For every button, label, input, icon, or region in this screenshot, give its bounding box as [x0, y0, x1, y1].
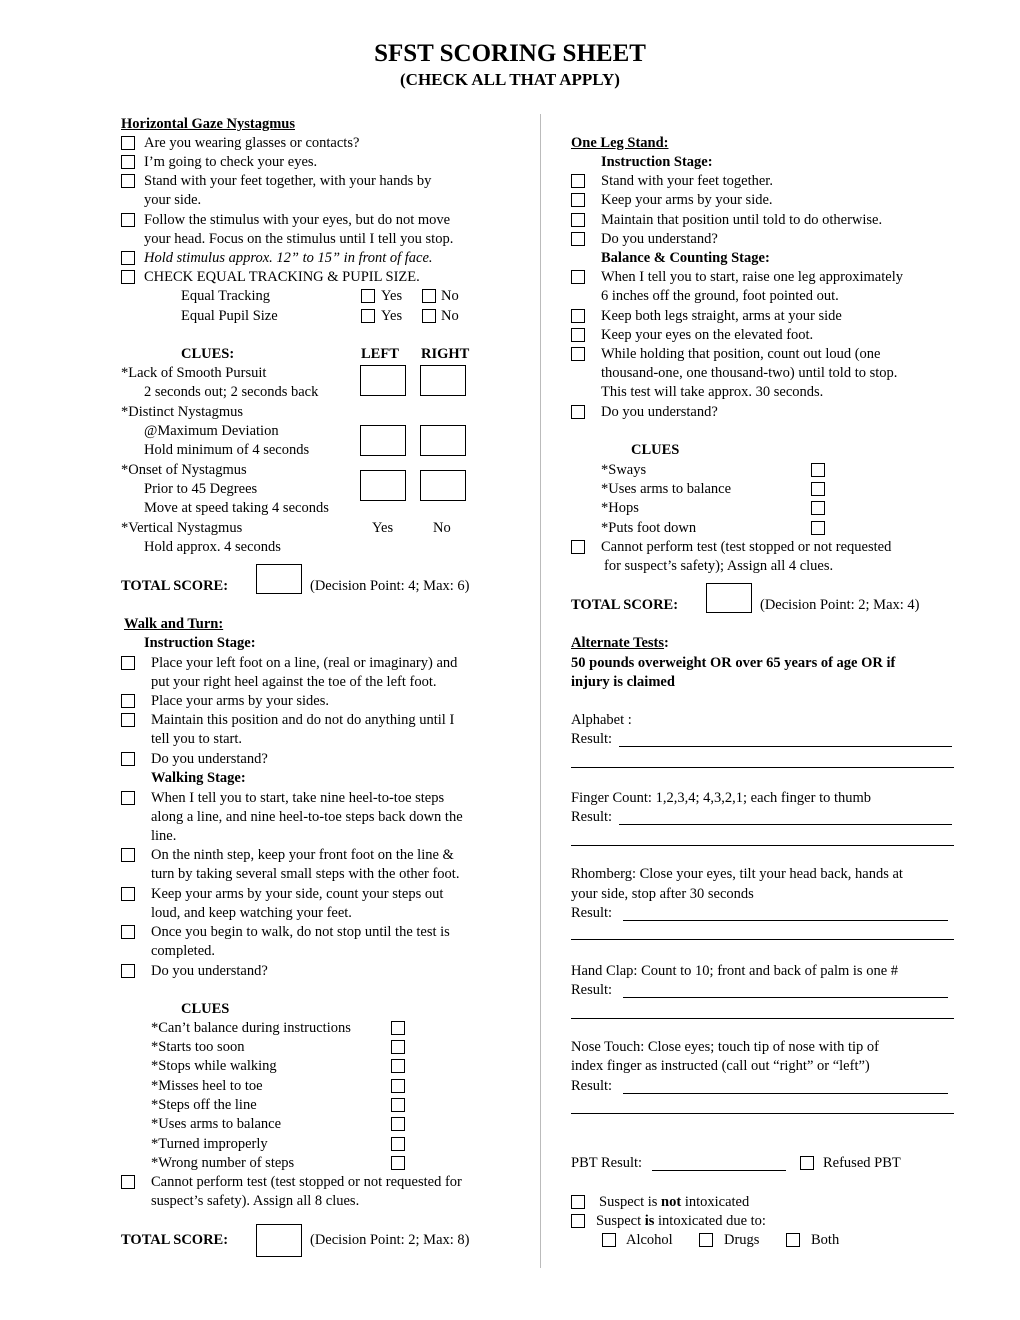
refused-pbt-label: Refused PBT — [823, 1155, 901, 1171]
not-intoxicated-post: intoxicated — [681, 1194, 750, 1210]
not-intoxicated-label — [599, 1194, 749, 1210]
ols-count-label: While holding that position, count out loud (one — [601, 346, 881, 362]
hgn-total-label: TOTAL SCORE: — [121, 578, 229, 594]
ols-clue-checkbox[interactable] — [811, 463, 825, 477]
ols-raise-leg-checkbox[interactable] — [571, 270, 585, 284]
wat-nine-steps-checkbox[interactable] — [121, 791, 135, 805]
wat-nine-steps-label: When I tell you to start, take nine heel-to-toe steps — [151, 790, 445, 806]
wat-arms-checkbox[interactable] — [121, 694, 135, 708]
wat-clue-label: *Steps off the line — [151, 1097, 257, 1113]
distinct-nystagmus-left-box[interactable] — [360, 425, 406, 456]
alphabet-result-line-2[interactable] — [571, 767, 954, 768]
vertical-yes-label: Yes — [372, 520, 394, 536]
equal-pupil-yes-label: Yes — [381, 308, 403, 324]
page-subtitle: (CHECK ALL THAT APPLY) — [400, 70, 620, 89]
page-title: SFST SCORING SHEET — [374, 40, 646, 67]
is-intoxicated-label — [596, 1213, 766, 1229]
ols-arms-checkbox[interactable] — [571, 193, 585, 207]
clue-smooth-pursuit-detail: 2 seconds out; 2 seconds back — [144, 384, 319, 400]
both-checkbox[interactable] — [786, 1233, 800, 1247]
clue-onset-speed: Move at speed taking 4 seconds — [144, 500, 329, 516]
hgn-stand-label-cont: your side. — [144, 192, 202, 208]
onset-left-box[interactable] — [360, 470, 406, 501]
wat-place-foot-checkbox[interactable] — [121, 656, 135, 670]
not-intoxicated-emphasis: not — [661, 1194, 682, 1210]
wat-understand-1-label: Do you understand? — [151, 751, 268, 767]
nose-touch-result-line-2[interactable] — [571, 1113, 954, 1114]
ols-count-checkbox[interactable] — [571, 347, 585, 361]
hgn-glasses-label: Are you wearing glasses or contacts? — [144, 135, 360, 151]
wat-clue-checkbox[interactable] — [391, 1137, 405, 1151]
ols-feet-together-label: Stand with your feet together. — [601, 173, 773, 189]
ols-balance-heading: Balance & Counting Stage: — [601, 250, 770, 266]
finger-count-label: Finger Count: 1,2,3,4; 4,3,2,1; each finger to thumb — [571, 790, 872, 806]
wat-decision-text: (Decision Point: 2; Max: 8) — [310, 1232, 470, 1248]
equal-pupil-yes-checkbox[interactable] — [361, 309, 375, 323]
alt-heading-text: Alternate Tests — [571, 635, 665, 651]
wat-clue-label: *Can’t balance during instructions — [151, 1020, 351, 1036]
wat-do-not-stop-checkbox[interactable] — [121, 925, 135, 939]
wat-count-steps-label: Keep your arms by your side, count your steps out — [151, 886, 444, 902]
smooth-pursuit-right-box[interactable] — [420, 365, 466, 396]
ols-legs-straight-label: Keep both legs straight, arms at your side — [601, 308, 842, 324]
ols-feet-together-checkbox[interactable] — [571, 174, 585, 188]
hgn-hold-stimulus-label: Hold stimulus approx. 12” to 15” in front of face. — [144, 250, 433, 266]
ols-understand-1-label: Do you understand? — [601, 231, 718, 247]
alt-note-cont: injury is claimed — [571, 674, 675, 690]
ols-clue-label: *Uses arms to balance — [601, 481, 732, 497]
ols-count-label-end: This test will take approx. 30 seconds. — [601, 384, 824, 400]
hgn-check-eyes-checkbox[interactable] — [121, 155, 135, 169]
drugs-checkbox[interactable] — [699, 1233, 713, 1247]
ols-clue-checkbox[interactable] — [811, 521, 825, 535]
hgn-decision-text: (Decision Point: 4; Max: 6) — [310, 578, 470, 594]
equal-tracking-no-label: No — [441, 288, 459, 304]
rhomberg-result-line[interactable] — [623, 920, 948, 921]
wat-clue-checkbox[interactable] — [391, 1117, 405, 1131]
nose-touch-result-line[interactable] — [623, 1093, 948, 1094]
wat-understand-2-checkbox[interactable] — [121, 964, 135, 978]
wat-walking-heading: Walking Stage: — [151, 770, 246, 786]
wat-total-box[interactable] — [256, 1224, 302, 1257]
nose-touch-label: Nose Touch: Close eyes; touch tip of nose with tip of — [571, 1039, 880, 1055]
ols-count-label-cont: thousand-one, one thousand-two) until told to stop. — [601, 365, 898, 381]
finger-count-result-label: Result: — [571, 809, 613, 825]
ols-maintain-label: Maintain that position until told to do otherwise. — [601, 212, 883, 228]
hand-clap-result-label: Result: — [571, 982, 613, 998]
ols-eyes-label: Keep your eyes on the elevated foot. — [601, 327, 814, 343]
hgn-stand-label: Stand with your feet together, with your hands by — [144, 173, 432, 189]
clue-onset-label: *Onset of Nystagmus — [121, 462, 247, 478]
ols-raise-leg-label-cont: 6 inches off the ground, foot pointed out. — [601, 288, 839, 304]
wat-clue-checkbox[interactable] — [391, 1156, 405, 1170]
pbt-result-line[interactable] — [652, 1170, 786, 1171]
is-intoxicated-post: intoxicated due to: — [654, 1213, 766, 1229]
alcohol-label: Alcohol — [626, 1232, 673, 1248]
wat-clue-checkbox[interactable] — [391, 1040, 405, 1054]
clue-vertical-detail: Hold approx. 4 seconds — [144, 539, 281, 555]
hgn-total-box[interactable] — [256, 564, 302, 594]
wat-nine-steps-label-cont: along a line, and nine heel-to-toe steps back down the — [151, 809, 463, 825]
refused-pbt-checkbox[interactable] — [800, 1156, 814, 1170]
wat-understand-1-checkbox[interactable] — [121, 752, 135, 766]
wat-clue-checkbox[interactable] — [391, 1079, 405, 1093]
clue-distinct-nystagmus-label: *Distinct Nystagmus — [121, 404, 244, 420]
hgn-right-heading: RIGHT — [421, 346, 470, 362]
ols-clue-checkbox[interactable] — [811, 501, 825, 515]
hgn-follow-label: Follow the stimulus with your eyes, but do not move — [144, 212, 451, 228]
wat-clue-checkbox[interactable] — [391, 1098, 405, 1112]
hgn-left-heading: LEFT — [361, 346, 399, 362]
wat-place-foot-label-cont: put your right heel against the toe of the left foot. — [151, 674, 437, 690]
wat-clue-label: *Stops while walking — [151, 1058, 277, 1074]
ols-arms-label: Keep your arms by your side. — [601, 192, 773, 208]
finger-count-result-line[interactable] — [619, 824, 952, 825]
wat-count-steps-label-cont: loud, and keep watching your feet. — [151, 905, 352, 921]
alcohol-checkbox[interactable] — [602, 1233, 616, 1247]
equal-tracking-no-checkbox[interactable] — [422, 289, 436, 303]
hand-clap-label: Hand Clap: Count to 10; front and back of palm is one # — [571, 963, 899, 979]
clue-onset-detail: Prior to 45 Degrees — [144, 481, 258, 497]
equal-pupil-label: Equal Pupil Size — [181, 308, 278, 324]
wat-count-steps-checkbox[interactable] — [121, 887, 135, 901]
wat-do-not-stop-label: Once you begin to walk, do not stop until the test is — [151, 924, 450, 940]
wat-total-label: TOTAL SCORE: — [121, 1232, 229, 1248]
ols-understand-2-label: Do you understand? — [601, 404, 718, 420]
both-label: Both — [811, 1232, 840, 1248]
equal-tracking-yes-checkbox[interactable] — [361, 289, 375, 303]
hgn-equal-tracking-check-label: CHECK EQUAL TRACKING & PUPIL SIZE. — [144, 269, 420, 285]
alphabet-label: Alphabet : — [571, 712, 632, 728]
wat-instruction-heading: Instruction Stage: — [144, 635, 256, 651]
ols-raise-leg-label: When I tell you to start, raise one leg approximately — [601, 269, 903, 285]
wat-clue-label: *Starts too soon — [151, 1039, 245, 1055]
wat-ninth-step-label-cont: turn by taking several small steps with the other foot. — [151, 866, 460, 882]
ols-cannot-perform-checkbox[interactable] — [571, 540, 585, 554]
equal-tracking-label: Equal Tracking — [181, 288, 271, 304]
hgn-glasses-checkbox[interactable] — [121, 136, 135, 150]
hgn-equal-tracking-check-checkbox[interactable] — [121, 270, 135, 284]
equal-pupil-no-checkbox[interactable] — [422, 309, 436, 323]
ols-clue-label: *Puts foot down — [601, 520, 697, 536]
rhomberg-result-line-2[interactable] — [571, 939, 954, 940]
ols-legs-straight-checkbox[interactable] — [571, 309, 585, 323]
ols-clues-heading: CLUES — [631, 442, 680, 458]
nose-touch-label-cont: index finger as instructed (call out “right” or “left”) — [571, 1058, 870, 1074]
hgn-hold-stimulus-checkbox[interactable] — [121, 251, 135, 265]
equal-pupil-no-label: No — [441, 308, 459, 324]
hgn-check-eyes-label: I’m going to check your eyes. — [144, 154, 318, 170]
ols-understand-2-checkbox[interactable] — [571, 405, 585, 419]
is-intoxicated-pre: Suspect — [596, 1213, 645, 1229]
pbt-result-label: PBT Result: — [571, 1155, 643, 1171]
ols-total-label: TOTAL SCORE: — [571, 597, 679, 613]
clue-distinct-nystagmus-hold: Hold minimum of 4 seconds — [144, 442, 310, 458]
hgn-clues-heading: CLUES: — [181, 346, 235, 362]
alt-note: 50 pounds overweight OR over 65 years of age OR if — [571, 655, 896, 671]
column-divider — [540, 114, 541, 1268]
wat-nine-steps-label-end: line. — [151, 828, 177, 844]
wat-cannot-perform-label-cont: suspect’s safety). Assign all 8 clues. — [151, 1193, 360, 1209]
wat-clue-checkbox[interactable] — [391, 1059, 405, 1073]
wat-ninth-step-label: On the ninth step, keep your front foot on the line & — [151, 847, 454, 863]
ols-maintain-checkbox[interactable] — [571, 213, 585, 227]
not-intoxicated-checkbox[interactable] — [571, 1195, 585, 1209]
alt-heading-colon: : — [664, 635, 669, 651]
smooth-pursuit-left-box[interactable] — [360, 365, 406, 396]
is-intoxicated-emphasis: is — [644, 1213, 655, 1229]
drugs-label: Drugs — [724, 1232, 760, 1248]
wat-clue-label: *Misses heel to toe — [151, 1078, 263, 1094]
ols-heading: One Leg Stand: — [571, 135, 669, 151]
wat-cannot-perform-label: Cannot perform test (test stopped or not requested for — [151, 1174, 462, 1190]
hgn-follow-checkbox[interactable] — [121, 213, 135, 227]
ols-clue-checkbox[interactable] — [811, 482, 825, 496]
ols-understand-1-checkbox[interactable] — [571, 232, 585, 246]
wat-heading: Walk and Turn: — [124, 616, 224, 632]
ols-total-box[interactable] — [706, 583, 752, 613]
ols-clue-label: *Sways — [601, 462, 647, 478]
is-intoxicated-checkbox[interactable] — [571, 1214, 585, 1228]
ols-clue-label: *Hops — [601, 500, 639, 516]
wat-do-not-stop-label-cont: completed. — [151, 943, 216, 959]
equal-tracking-yes-label: Yes — [381, 288, 403, 304]
hand-clap-result-line-2[interactable] — [571, 1018, 954, 1019]
vertical-no-label: No — [433, 520, 451, 536]
rhomberg-label: Rhomberg: Close your eyes, tilt your head back, hands at — [571, 866, 903, 882]
not-intoxicated-pre: Suspect is — [599, 1194, 662, 1210]
wat-maintain-checkbox[interactable] — [121, 713, 135, 727]
clue-distinct-nystagmus-detail: @Maximum Deviation — [144, 423, 279, 439]
wat-ninth-step-checkbox[interactable] — [121, 848, 135, 862]
distinct-nystagmus-right-box[interactable] — [420, 425, 466, 456]
clue-vertical-label: *Vertical Nystagmus — [121, 520, 243, 536]
hand-clap-result-line[interactable] — [623, 997, 948, 998]
onset-right-box[interactable] — [420, 470, 466, 501]
ols-instruction-heading: Instruction Stage: — [601, 154, 713, 170]
ols-eyes-checkbox[interactable] — [571, 328, 585, 342]
hgn-stand-checkbox[interactable] — [121, 174, 135, 188]
alphabet-result-label: Result: — [571, 731, 613, 747]
nose-touch-result-label: Result: — [571, 1078, 613, 1094]
rhomberg-result-label: Result: — [571, 905, 613, 921]
wat-maintain-label: Maintain this position and do not do anything until I — [151, 712, 455, 728]
ols-decision-text: (Decision Point: 2; Max: 4) — [760, 597, 920, 613]
wat-arms-label: Place your arms by your sides. — [151, 693, 329, 709]
wat-cannot-perform-checkbox[interactable] — [121, 1175, 135, 1189]
wat-clue-label: *Turned improperly — [151, 1136, 268, 1152]
hgn-follow-label-cont: your head. Focus on the stimulus until I tell you stop. — [144, 231, 454, 247]
wat-maintain-label-cont: tell you to start. — [151, 731, 243, 747]
alphabet-result-line[interactable] — [619, 746, 952, 747]
finger-count-result-line-2[interactable] — [571, 845, 954, 846]
wat-clues-heading: CLUES — [181, 1001, 230, 1017]
clue-smooth-pursuit-label: *Lack of Smooth Pursuit — [121, 365, 267, 381]
ols-cannot-perform-label-cont: for suspect’s safety); Assign all 4 clues. — [604, 558, 834, 574]
wat-clue-label: *Wrong number of steps — [151, 1155, 295, 1171]
rhomberg-label-cont: your side, stop after 30 seconds — [571, 886, 754, 902]
wat-clue-checkbox[interactable] — [391, 1021, 405, 1035]
alt-heading — [571, 635, 669, 651]
wat-clue-label: *Uses arms to balance — [151, 1116, 282, 1132]
wat-understand-2-label: Do you understand? — [151, 963, 268, 979]
wat-place-foot-label: Place your left foot on a line, (real or imaginary) and — [151, 655, 458, 671]
ols-cannot-perform-label: Cannot perform test (test stopped or not requested — [601, 539, 892, 555]
hgn-heading: Horizontal Gaze Nystagmus — [121, 116, 295, 132]
